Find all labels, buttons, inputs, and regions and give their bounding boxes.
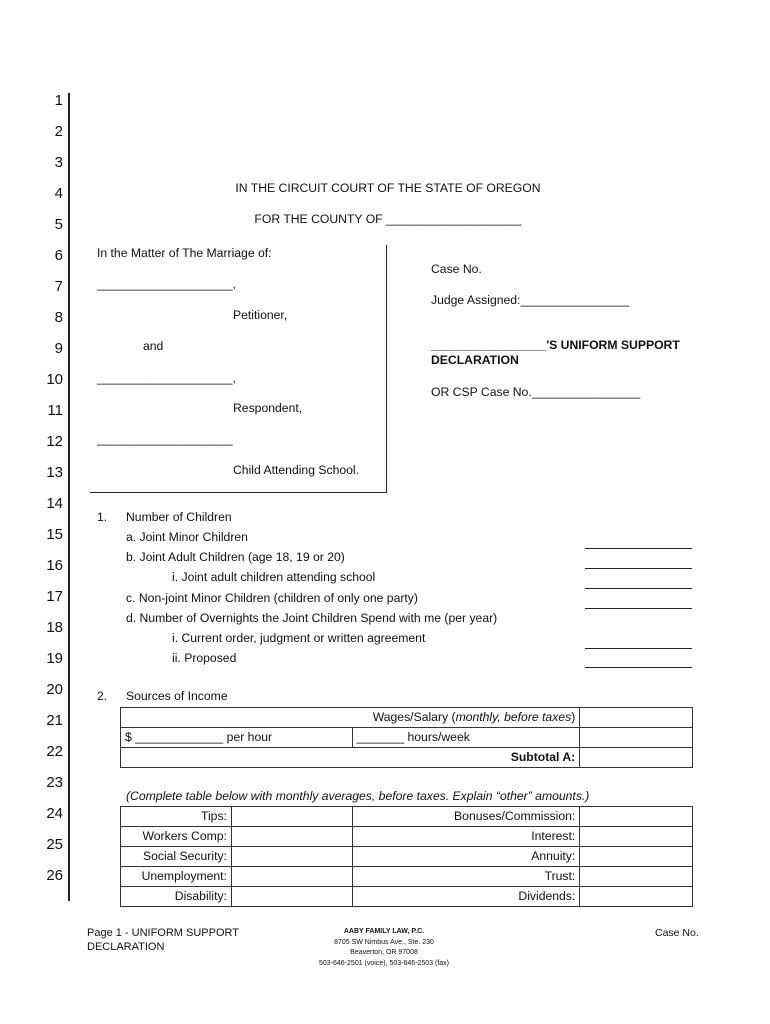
adult-children-school: i. Joint adult children attending school (172, 570, 376, 584)
trust-field[interactable] (580, 867, 693, 887)
joint-minor-children: a. Joint Minor Children (126, 530, 248, 544)
line-number: 6 (54, 247, 63, 264)
footer-page-label: Page 1 - UNIFORM SUPPORT (87, 927, 239, 939)
subtotal-a-field[interactable] (580, 748, 693, 768)
section2-title: Sources of Income (126, 689, 228, 703)
line-number: 5 (54, 216, 63, 233)
trust-label: Trust: (352, 867, 580, 887)
line-number: 22 (46, 743, 63, 760)
line-number: 21 (46, 712, 63, 729)
line-number: 17 (46, 588, 63, 605)
document-title-line2: DECLARATION (431, 353, 519, 367)
disability-field[interactable] (231, 887, 352, 907)
adult-children-school-field[interactable] (585, 588, 692, 589)
tips-label: Tips: (121, 807, 232, 827)
social-security-label: Social Security: (121, 847, 232, 867)
petitioner-label: Petitioner, (233, 308, 288, 322)
joint-adult-children: b. Joint Adult Children (age 18, 19 or 20) (126, 550, 345, 564)
interest-label: Interest: (352, 827, 580, 847)
line-number: 13 (46, 464, 63, 481)
line-number: 9 (54, 340, 63, 357)
line-number: 19 (46, 650, 63, 667)
income-instruction: (Complete table below with monthly averages, before taxes. Explain “other” amounts.) (126, 789, 590, 803)
line-number: 4 (54, 185, 63, 202)
line-number: 1 (54, 92, 63, 109)
line-number: 7 (54, 278, 63, 295)
line-number: 14 (46, 495, 63, 512)
overnights-label: d. Number of Overnights the Joint Children Spend with me (per year) (126, 611, 498, 625)
respondent-name-blank: ____________________, (97, 371, 236, 385)
csp-case-number: OR CSP Case No.________________ (431, 385, 641, 399)
document-title: _________________'S UNIFORM SUPPORT (431, 338, 680, 352)
tips-field[interactable] (231, 807, 352, 827)
non-joint-children: c. Non-joint Minor Children (children of only one party) (126, 591, 418, 605)
footer-address-2: Beaverton, OR 97008 (350, 949, 418, 956)
line-number: 18 (46, 619, 63, 636)
current-order-field[interactable] (585, 648, 692, 649)
workers-comp-field[interactable] (231, 827, 352, 847)
wages-calc-field[interactable] (580, 728, 693, 748)
court-title: IN THE CIRCUIT COURT OF THE STATE OF OREGON (235, 181, 541, 195)
caption-bottom-rule (90, 492, 387, 493)
subtotal-a-label: Subtotal A: (121, 748, 580, 768)
case-number-label: Case No. (431, 262, 482, 276)
footer-firm: AABY FAMILY LAW, P.C. (343, 928, 425, 935)
section2-number: 2. (97, 689, 108, 703)
footer-case-number: Case No. (655, 927, 699, 939)
footer-page-label-2: DECLARATION (87, 941, 165, 953)
dividends-label: Dividends: (352, 887, 580, 907)
wages-table (120, 707, 693, 768)
caption-divider (386, 245, 387, 493)
line-number: 26 (46, 867, 63, 884)
interest-field[interactable] (580, 827, 693, 847)
line-number: 3 (54, 154, 63, 171)
dividends-field[interactable] (580, 887, 693, 907)
line-number: 25 (46, 836, 63, 853)
section1-title: Number of Children (126, 510, 232, 524)
petitioner-name-blank: ____________________, (97, 277, 236, 291)
line-number: 2 (54, 123, 63, 140)
unemployment-label: Unemployment: (121, 867, 232, 887)
unemployment-field[interactable] (231, 867, 352, 887)
respondent-label: Respondent, (233, 401, 303, 415)
footer-address-1: 8705 SW Nimbus Ave., Ste. 230 (334, 939, 434, 946)
line-number: 24 (46, 805, 63, 822)
annuity-label: Annuity: (352, 847, 580, 867)
disability-label: Disability: (121, 887, 232, 907)
joint-minor-children-field[interactable] (585, 548, 692, 549)
joint-adult-children-field[interactable] (585, 568, 692, 569)
per-hour-field[interactable]: $ _____________ per hour (121, 728, 353, 748)
proposed: ii. Proposed (172, 651, 237, 665)
line-number: 8 (54, 309, 63, 326)
line-number: 10 (46, 371, 63, 388)
wages-amount-field[interactable] (580, 708, 693, 728)
line-number: 15 (46, 526, 63, 543)
child-label: Child Attending School. (233, 463, 360, 477)
section1-number: 1. (97, 510, 108, 524)
judge-assigned: Judge Assigned:________________ (431, 293, 629, 307)
workers-comp-label: Workers Comp: (121, 827, 232, 847)
line-number: 12 (46, 433, 63, 450)
and-label: and (143, 339, 164, 353)
line-number: 11 (47, 402, 63, 419)
social-security-field[interactable] (231, 847, 352, 867)
non-joint-children-field[interactable] (585, 608, 692, 609)
wages-label: Wages/Salary (monthly, before taxes) (121, 708, 580, 728)
bonuses-label: Bonuses/Commission: (352, 807, 580, 827)
other-income-table (120, 806, 693, 907)
proposed-field[interactable] (585, 667, 692, 668)
line-number: 23 (46, 774, 63, 791)
line-number: 20 (46, 681, 63, 698)
child-name-blank: ____________________ (97, 432, 233, 446)
matter-label: In the Matter of The Marriage of: (97, 246, 272, 260)
hours-week-field[interactable]: _______ hours/week (352, 728, 580, 748)
line-number: 16 (46, 557, 63, 574)
annuity-field[interactable] (580, 847, 693, 867)
bonuses-field[interactable] (580, 807, 693, 827)
county-line: FOR THE COUNTY OF ____________________ (254, 212, 522, 226)
footer-phone: 503-646-2501 (voice), 503-646-2503 (fax) (319, 960, 449, 967)
current-order: i. Current order, judgment or written agreement (172, 631, 426, 645)
